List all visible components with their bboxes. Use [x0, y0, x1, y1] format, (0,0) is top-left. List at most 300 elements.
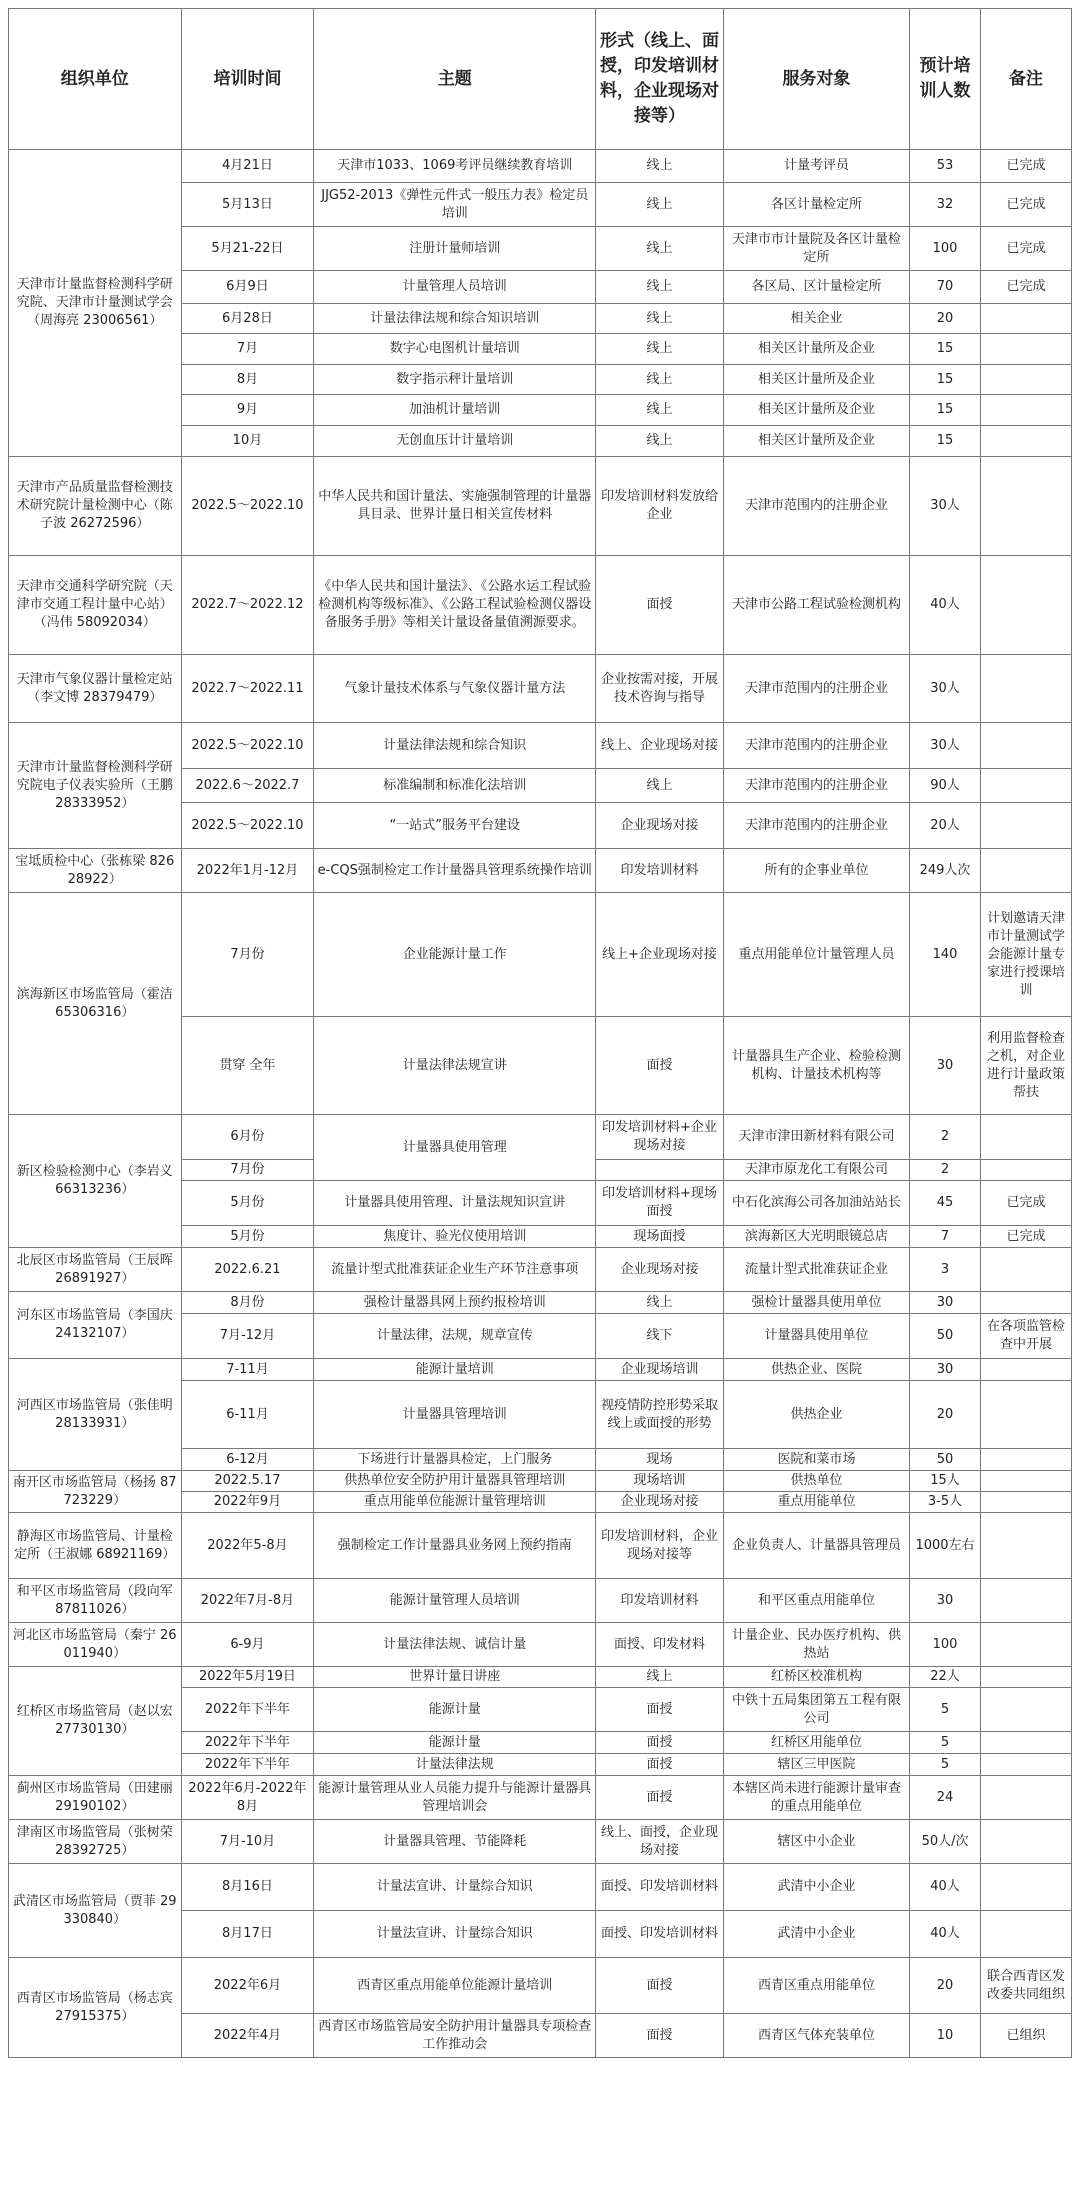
target-cell: 强检计量器具使用单位: [723, 1292, 909, 1314]
topic-cell: 计量器具使用管理: [314, 1115, 596, 1181]
time-cell: 6月份: [181, 1115, 314, 1160]
time-cell: 2022.5.17: [181, 1471, 314, 1492]
note-cell: 联合西青区发改委共同组织: [980, 1958, 1071, 2014]
form-cell: 视疫情防控形势采取线上或面授的形势: [596, 1381, 724, 1449]
time-cell: 2022年下半年: [181, 1688, 314, 1732]
count-cell: 40人: [910, 556, 981, 655]
header-time: 培训时间: [181, 9, 314, 150]
table-row: [9, 1115, 1072, 1160]
count-cell: 3: [910, 1248, 981, 1292]
note-cell: [980, 395, 1071, 426]
topic-cell: 计量管理人员培训: [314, 271, 596, 304]
table-row: [9, 1820, 1072, 1864]
note-cell: 计划邀请天津市计量测试学会能源计量专家进行授课培训: [980, 893, 1071, 1017]
time-cell: 2022年下半年: [181, 1732, 314, 1754]
time-cell: 2022年7月-8月: [181, 1579, 314, 1623]
time-cell: 2022年5-8月: [181, 1513, 314, 1579]
form-cell: 面授: [596, 556, 724, 655]
target-cell: 红桥区校准机构: [723, 1667, 909, 1688]
note-cell: [980, 1776, 1071, 1820]
time-cell: 8月16日: [181, 1864, 314, 1911]
time-cell: 2022.7～2022.11: [181, 655, 314, 723]
form-cell: 现场培训: [596, 1471, 724, 1492]
time-cell: 2022年9月: [181, 1492, 314, 1513]
org-cell: 红桥区市场监管局（赵以宏 27730130）: [9, 1667, 182, 1776]
target-cell: 天津市范围内的注册企业: [723, 655, 909, 723]
note-cell: 已完成: [980, 150, 1071, 183]
note-cell: [980, 426, 1071, 457]
topic-cell: 西青区重点用能单位能源计量培训: [314, 1958, 596, 2014]
time-cell: 贯穿 全年: [181, 1017, 314, 1115]
time-cell: 2022年1月-12月: [181, 849, 314, 893]
org-cell: 静海区市场监管局、计量检定所（王淑娜 68921169）: [9, 1513, 182, 1579]
target-cell: 武清中小企业: [723, 1864, 909, 1911]
form-cell: 现场: [596, 1449, 724, 1471]
time-cell: 2022.6～2022.7: [181, 769, 314, 803]
time-cell: 7月-12月: [181, 1314, 314, 1359]
target-cell: 流量计型式批准获证企业: [723, 1248, 909, 1292]
target-cell: 辖区中小企业: [723, 1820, 909, 1864]
time-cell: 2022.6.21: [181, 1248, 314, 1292]
form-cell: 线上: [596, 271, 724, 304]
note-cell: [980, 1579, 1071, 1623]
time-cell: 6月9日: [181, 271, 314, 304]
org-cell: 河北区市场监管局（秦宁 26011940）: [9, 1623, 182, 1667]
note-cell: [980, 1471, 1071, 1492]
target-cell: 所有的企事业单位: [723, 849, 909, 893]
count-cell: 22人: [910, 1667, 981, 1688]
target-cell: 供热企业: [723, 1381, 909, 1449]
note-cell: [980, 1160, 1071, 1181]
target-cell: 天津市公路工程试验检测机构: [723, 556, 909, 655]
table-row: [9, 1513, 1072, 1579]
target-cell: 天津市市计量院及各区计量检定所: [723, 227, 909, 271]
note-cell: [980, 1754, 1071, 1776]
topic-cell: 能源计量: [314, 1688, 596, 1732]
form-cell: 线上: [596, 150, 724, 183]
count-cell: 5: [910, 1732, 981, 1754]
form-cell: 面授: [596, 1958, 724, 2014]
note-cell: [980, 1115, 1071, 1160]
count-cell: 70: [910, 271, 981, 304]
time-cell: 2022.7～2022.12: [181, 556, 314, 655]
time-cell: 6-9月: [181, 1623, 314, 1667]
form-cell: 线上: [596, 334, 724, 365]
form-cell: 线上: [596, 365, 724, 395]
topic-cell: 计量法律，法规，规章宣传: [314, 1314, 596, 1359]
form-cell: 面授: [596, 1688, 724, 1732]
topic-cell: 标准编制和标准化法培训: [314, 769, 596, 803]
header-topic: 主题: [314, 9, 596, 150]
form-cell: 企业现场培训: [596, 1359, 724, 1381]
count-cell: 50人/次: [910, 1820, 981, 1864]
topic-cell: 气象计量技术体系与气象仪器计量方法: [314, 655, 596, 723]
topic-cell: 流量计型式批准获证企业生产环节注意事项: [314, 1248, 596, 1292]
time-cell: 6月28日: [181, 304, 314, 334]
target-cell: 各区计量检定所: [723, 183, 909, 227]
table-row: [9, 1776, 1072, 1820]
time-cell: 4月21日: [181, 150, 314, 183]
topic-cell: 计量法律法规和综合知识培训: [314, 304, 596, 334]
target-cell: 天津市范围内的注册企业: [723, 769, 909, 803]
form-cell: 面授: [596, 1776, 724, 1820]
form-cell: 线上、企业现场对接: [596, 723, 724, 769]
org-cell: 和平区市场监管局（段向军 87811026）: [9, 1579, 182, 1623]
note-cell: [980, 1820, 1071, 1864]
time-cell: 2022年6月-2022年8月: [181, 1776, 314, 1820]
count-cell: 24: [910, 1776, 981, 1820]
org-cell: 宝坻质检中心（张栋梁 82628922）: [9, 849, 182, 893]
form-cell: 面授、印发材料: [596, 1623, 724, 1667]
topic-cell: 数字指示秤计量培训: [314, 365, 596, 395]
form-cell: 印发培训材料，企业现场对接等: [596, 1513, 724, 1579]
count-cell: 20: [910, 1958, 981, 2014]
count-cell: 32: [910, 183, 981, 227]
target-cell: 相关区计量所及企业: [723, 395, 909, 426]
note-cell: [980, 1911, 1071, 1958]
count-cell: 90人: [910, 769, 981, 803]
time-cell: 7月-10月: [181, 1820, 314, 1864]
form-cell: 面授、印发培训材料: [596, 1864, 724, 1911]
target-cell: 红桥区用能单位: [723, 1732, 909, 1754]
topic-cell: 注册计量师培训: [314, 227, 596, 271]
topic-cell: 能源计量管理从业人员能力提升与能源计量器具管理培训会: [314, 1776, 596, 1820]
note-cell: [980, 1864, 1071, 1911]
note-cell: [980, 304, 1071, 334]
table-row: [9, 1667, 1072, 1688]
count-cell: 100: [910, 227, 981, 271]
note-cell: [980, 1732, 1071, 1754]
time-cell: 8月: [181, 365, 314, 395]
org-cell: 天津市气象仪器计量检定站（李文博 28379479）: [9, 655, 182, 723]
note-cell: 已完成: [980, 271, 1071, 304]
topic-cell: 计量法律法规宣讲: [314, 1017, 596, 1115]
form-cell: 线上: [596, 426, 724, 457]
form-cell: 线上: [596, 1667, 724, 1688]
form-cell: 线上: [596, 304, 724, 334]
target-cell: 供热单位: [723, 1471, 909, 1492]
count-cell: 100: [910, 1623, 981, 1667]
count-cell: 30: [910, 1292, 981, 1314]
org-cell: 河东区市场监管局（李国庆 24132107）: [9, 1292, 182, 1359]
org-cell: 津南区市场监管局（张树荣 28392725）: [9, 1820, 182, 1864]
note-cell: 已完成: [980, 1226, 1071, 1248]
table-row: [9, 556, 1072, 655]
note-cell: [980, 1449, 1071, 1471]
form-cell: 线上、面授，企业现场对接: [596, 1820, 724, 1864]
target-cell: 计量器具生产企业、检验检测机构、计量技术机构等: [723, 1017, 909, 1115]
form-cell: 面授: [596, 2014, 724, 2058]
org-cell: 武清区市场监管局（贾菲 29330840）: [9, 1864, 182, 1958]
target-cell: 本辖区尚未进行能源计量审查的重点用能单位: [723, 1776, 909, 1820]
org-cell: 滨海新区市场监管局（霍洁 65306316）: [9, 893, 182, 1115]
target-cell: 中石化滨海公司各加油站站长: [723, 1181, 909, 1226]
count-cell: 30: [910, 1017, 981, 1115]
count-cell: 3-5人: [910, 1492, 981, 1513]
org-cell: 蓟州区市场监管局（田建丽 29190102）: [9, 1776, 182, 1820]
count-cell: 2: [910, 1160, 981, 1181]
topic-cell: 计量法律法规和综合知识: [314, 723, 596, 769]
form-cell: 印发培训材料发放给企业: [596, 457, 724, 556]
topic-cell: 计量器具管理、节能降耗: [314, 1820, 596, 1864]
form-cell: 线上: [596, 395, 724, 426]
count-cell: 30人: [910, 457, 981, 556]
form-cell: 现场面授: [596, 1226, 724, 1248]
count-cell: 53: [910, 150, 981, 183]
target-cell: 重点用能单位: [723, 1492, 909, 1513]
topic-cell: 《中华人民共和国计量法》、《公路水运工程试验检测机构等级标准》、《公路工程试验检测仪器设备服务手册》等相关计量设备量值溯源要求。: [314, 556, 596, 655]
topic-cell: 加油机计量培训: [314, 395, 596, 426]
time-cell: 2022.5～2022.10: [181, 457, 314, 556]
topic-cell: 西青区市场监管局安全防护用计量器具专项检查工作推动会: [314, 2014, 596, 2058]
table-row: [9, 1579, 1072, 1623]
target-cell: 医院和菜市场: [723, 1449, 909, 1471]
form-cell: 印发培训材料: [596, 849, 724, 893]
count-cell: 20: [910, 304, 981, 334]
count-cell: 30人: [910, 655, 981, 723]
count-cell: 40人: [910, 1864, 981, 1911]
note-cell: 已完成: [980, 183, 1071, 227]
note-cell: [980, 769, 1071, 803]
time-cell: 9月: [181, 395, 314, 426]
target-cell: 和平区重点用能单位: [723, 1579, 909, 1623]
time-cell: 2022.5～2022.10: [181, 803, 314, 849]
note-cell: [980, 1667, 1071, 1688]
topic-cell: “一站式”服务平台建设: [314, 803, 596, 849]
topic-cell: 下场进行计量器具检定，上门服务: [314, 1449, 596, 1471]
note-cell: [980, 1248, 1071, 1292]
table-row: [9, 1864, 1072, 1911]
count-cell: 30人: [910, 723, 981, 769]
note-cell: [980, 457, 1071, 556]
time-cell: 2022年5月19日: [181, 1667, 314, 1688]
org-cell: 天津市计量监督检测科学研究院、天津市计量测试学会（周海亮 23006561）: [9, 150, 182, 457]
count-cell: 7: [910, 1226, 981, 1248]
note-cell: 已组织: [980, 2014, 1071, 2058]
target-cell: 天津市原龙化工有限公司: [723, 1160, 909, 1181]
target-cell: 计量企业、民办医疗机构、供热站: [723, 1623, 909, 1667]
org-cell: 天津市计量监督检测科学研究院电子仪表实验所（王鹏 28333952）: [9, 723, 182, 849]
count-cell: 1000左右: [910, 1513, 981, 1579]
target-cell: 重点用能单位计量管理人员: [723, 893, 909, 1017]
time-cell: 7月份: [181, 893, 314, 1017]
org-cell: 天津市产品质量监督检测技术研究院计量检测中心（陈子波 26272596）: [9, 457, 182, 556]
note-cell: [980, 655, 1071, 723]
time-cell: 10月: [181, 426, 314, 457]
topic-cell: JJG52-2013《弹性元件式一般压力表》检定员培训: [314, 183, 596, 227]
header-org: 组织单位: [9, 9, 182, 150]
note-cell: [980, 556, 1071, 655]
target-cell: 计量器具使用单位: [723, 1314, 909, 1359]
time-cell: 5月21-22日: [181, 227, 314, 271]
count-cell: 5: [910, 1688, 981, 1732]
time-cell: 5月份: [181, 1181, 314, 1226]
target-cell: 相关区计量所及企业: [723, 334, 909, 365]
note-cell: [980, 1688, 1071, 1732]
form-cell: 面授: [596, 1017, 724, 1115]
time-cell: 8月17日: [181, 1911, 314, 1958]
target-cell: 天津市范围内的注册企业: [723, 457, 909, 556]
target-cell: 武清中小企业: [723, 1911, 909, 1958]
count-cell: 30: [910, 1359, 981, 1381]
note-cell: [980, 365, 1071, 395]
table-row: [9, 1359, 1072, 1381]
form-cell: 线上: [596, 1292, 724, 1314]
note-cell: 在各项监管检查中开展: [980, 1314, 1071, 1359]
topic-cell: 计量法律法规: [314, 1754, 596, 1776]
topic-cell: 供热单位安全防护用计量器具管理培训: [314, 1471, 596, 1492]
training-table: [8, 8, 1072, 2058]
org-cell: 天津市交通科学研究院（天津市交通工程计量中心站）（冯伟 58092034）: [9, 556, 182, 655]
form-cell: 企业现场对接: [596, 1492, 724, 1513]
count-cell: 45: [910, 1181, 981, 1226]
topic-cell: 焦度计、验光仪使用培训: [314, 1226, 596, 1248]
header-count: 预计培训人数: [910, 9, 981, 150]
target-cell: 辖区三甲医院: [723, 1754, 909, 1776]
note-cell: [980, 1492, 1071, 1513]
time-cell: 2022.5～2022.10: [181, 723, 314, 769]
time-cell: 2022年4月: [181, 2014, 314, 2058]
count-cell: 50: [910, 1314, 981, 1359]
topic-cell: e-CQS强制检定工作计量器具管理系统操作培训: [314, 849, 596, 893]
note-cell: [980, 1513, 1071, 1579]
table-row: [9, 457, 1072, 556]
topic-cell: 天津市1033、1069考评员继续教育培训: [314, 150, 596, 183]
target-cell: 供热企业、医院: [723, 1359, 909, 1381]
form-cell: 线上: [596, 227, 724, 271]
note-cell: [980, 849, 1071, 893]
table-row: [9, 723, 1072, 769]
target-cell: 天津市范围内的注册企业: [723, 803, 909, 849]
note-cell: 已完成: [980, 1181, 1071, 1226]
count-cell: 2: [910, 1115, 981, 1160]
target-cell: 中铁十五局集团第五工程有限公司: [723, 1688, 909, 1732]
time-cell: 2022年下半年: [181, 1754, 314, 1776]
form-cell: 企业现场对接: [596, 1248, 724, 1292]
form-cell: 企业现场对接: [596, 803, 724, 849]
header-note: 备注: [980, 9, 1071, 150]
org-cell: 新区检验检测中心（李岩义 66313236）: [9, 1115, 182, 1248]
topic-cell: 强检计量器具网上预约报检培训: [314, 1292, 596, 1314]
count-cell: 10: [910, 2014, 981, 2058]
topic-cell: 能源计量培训: [314, 1359, 596, 1381]
topic-cell: 计量器具使用管理、计量法规知识宣讲: [314, 1181, 596, 1226]
topic-cell: 能源计量管理人员培训: [314, 1579, 596, 1623]
header-row: [9, 9, 1072, 150]
note-cell: [980, 723, 1071, 769]
time-cell: 5月13日: [181, 183, 314, 227]
form-cell: 印发培训材料+企业现场对接: [596, 1115, 724, 1160]
target-cell: 各区局、区计量检定所: [723, 271, 909, 304]
count-cell: 40人: [910, 1911, 981, 1958]
target-cell: 企业负责人、计量器具管理员: [723, 1513, 909, 1579]
form-cell: 面授、印发培训材料: [596, 1911, 724, 1958]
form-cell: 印发培训材料+现场面授: [596, 1181, 724, 1226]
time-cell: 8月份: [181, 1292, 314, 1314]
time-cell: 2022年6月: [181, 1958, 314, 2014]
note-cell: 已完成: [980, 227, 1071, 271]
count-cell: 5: [910, 1754, 981, 1776]
table-row: [9, 849, 1072, 893]
topic-cell: 重点用能单位能源计量管理培训: [314, 1492, 596, 1513]
table-row: [9, 1958, 1072, 2014]
target-cell: 滨海新区大光明眼镜总店: [723, 1226, 909, 1248]
form-cell: [596, 1160, 724, 1181]
topic-cell: 中华人民共和国计量法、实施强制管理的计量器具目录、世界计量日相关宣传材料: [314, 457, 596, 556]
note-cell: [980, 803, 1071, 849]
topic-cell: 强制检定工作计量器具业务网上预约指南: [314, 1513, 596, 1579]
target-cell: 相关企业: [723, 304, 909, 334]
topic-cell: 企业能源计量工作: [314, 893, 596, 1017]
table-row: [9, 1623, 1072, 1667]
count-cell: 15: [910, 334, 981, 365]
count-cell: 15: [910, 395, 981, 426]
topic-cell: 计量法宣讲、计量综合知识: [314, 1911, 596, 1958]
time-cell: 7-11月: [181, 1359, 314, 1381]
table-row: [9, 150, 1072, 183]
time-cell: 5月份: [181, 1226, 314, 1248]
form-cell: 线上: [596, 769, 724, 803]
note-cell: 利用监督检查之机，对企业进行计量政策帮扶: [980, 1017, 1071, 1115]
topic-cell: 数字心电图机计量培训: [314, 334, 596, 365]
topic-cell: 世界计量日讲座: [314, 1667, 596, 1688]
topic-cell: 计量法宣讲、计量综合知识: [314, 1864, 596, 1911]
org-cell: 南开区市场监管局（杨扬 87723229）: [9, 1471, 182, 1513]
note-cell: [980, 1359, 1071, 1381]
count-cell: 140: [910, 893, 981, 1017]
target-cell: 西青区重点用能单位: [723, 1958, 909, 2014]
count-cell: 15人: [910, 1471, 981, 1492]
count-cell: 50: [910, 1449, 981, 1471]
note-cell: [980, 1292, 1071, 1314]
target-cell: 天津市范围内的注册企业: [723, 723, 909, 769]
table-row: [9, 1292, 1072, 1314]
count-cell: 15: [910, 426, 981, 457]
time-cell: 7月份: [181, 1160, 314, 1181]
count-cell: 20人: [910, 803, 981, 849]
form-cell: 企业按需对接，开展技术咨询与指导: [596, 655, 724, 723]
target-cell: 计量考评员: [723, 150, 909, 183]
table-row: [9, 893, 1072, 1017]
time-cell: 7月: [181, 334, 314, 365]
form-cell: 印发培训材料: [596, 1579, 724, 1623]
count-cell: 20: [910, 1381, 981, 1449]
table-row: [9, 1248, 1072, 1292]
target-cell: 相关区计量所及企业: [723, 365, 909, 395]
form-cell: 面授: [596, 1732, 724, 1754]
table-row: [9, 1471, 1072, 1492]
target-cell: 西青区气体充装单位: [723, 2014, 909, 2058]
org-cell: 北辰区市场监管局（王辰晖 26891927）: [9, 1248, 182, 1292]
org-cell: 西青区市场监管局（杨志宾 27915375）: [9, 1958, 182, 2058]
count-cell: 30: [910, 1579, 981, 1623]
time-cell: 6-12月: [181, 1449, 314, 1471]
target-cell: 天津市津田新材料有限公司: [723, 1115, 909, 1160]
topic-cell: 计量法律法规、诚信计量: [314, 1623, 596, 1667]
header-form: 形式（线上、面授，印发培训材料，企业现场对接等）: [596, 9, 724, 150]
count-cell: 249人次: [910, 849, 981, 893]
target-cell: 相关区计量所及企业: [723, 426, 909, 457]
note-cell: [980, 334, 1071, 365]
form-cell: 线上+企业现场对接: [596, 893, 724, 1017]
note-cell: [980, 1623, 1071, 1667]
table-row: [9, 655, 1072, 723]
topic-cell: 无创血压计计量培训: [314, 426, 596, 457]
time-cell: 6-11月: [181, 1381, 314, 1449]
org-cell: 河西区市场监管局（张佳明 28133931）: [9, 1359, 182, 1471]
header-target: 服务对象: [723, 9, 909, 150]
form-cell: 线上: [596, 183, 724, 227]
